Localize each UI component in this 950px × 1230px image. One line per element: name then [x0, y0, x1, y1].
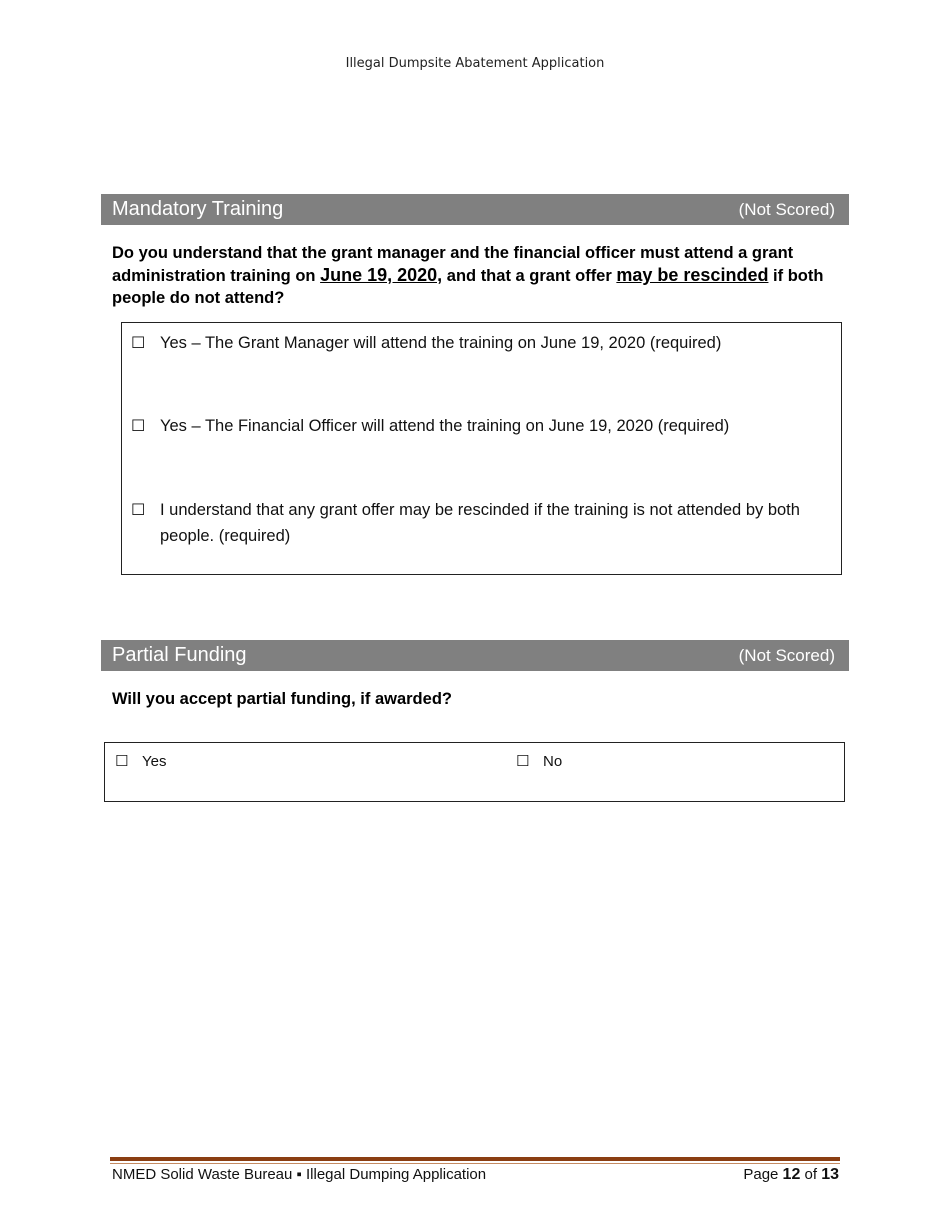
question-text: if both people do not attend?	[112, 267, 824, 307]
option-label: Yes – The Grant Manager will attend the training on June 19, 2020 (required)	[160, 334, 722, 352]
page-total: 13	[821, 1166, 839, 1183]
rescind-text: may be rescinded	[616, 265, 769, 285]
checkbox-icon[interactable]: ☐	[115, 752, 129, 770]
page-current: 12	[782, 1166, 801, 1183]
checkbox-icon[interactable]: ☐	[516, 752, 530, 770]
section-note: (Not Scored)	[738, 199, 835, 219]
option-grant-manager[interactable]	[131, 330, 831, 356]
option-label: I understand that any grant offer may be rescinded if the training is not attended by both people. (required)	[160, 501, 800, 545]
option-yes[interactable]	[115, 752, 166, 770]
training-question	[112, 242, 842, 309]
footer-left-text: NMED Solid Waste Bureau ▪ Illegal Dumping Application	[112, 1166, 487, 1183]
page-header: Illegal Dumpsite Abatement Application	[345, 56, 605, 71]
footer-rule	[110, 1157, 840, 1161]
question-text: Do you understand that the grant manager and the financial officer must attend a grant administration training on	[112, 244, 794, 285]
page-of: of	[800, 1166, 822, 1183]
section-title: Partial Funding	[112, 644, 247, 666]
funding-question: Will you accept partial funding, if awarded?	[112, 690, 452, 708]
option-financial-officer[interactable]	[131, 413, 831, 439]
checkbox-icon[interactable]: ☐	[131, 416, 146, 435]
page-footer	[112, 1166, 839, 1184]
page-prefix: Page	[743, 1166, 783, 1183]
option-rescind-acknowledge[interactable]	[131, 497, 831, 549]
checkbox-icon[interactable]: ☐	[131, 500, 146, 519]
page-number	[743, 1166, 839, 1184]
question-text: and that a grant offer	[442, 267, 617, 285]
section-title: Mandatory Training	[112, 198, 284, 220]
checkbox-icon[interactable]: ☐	[131, 333, 146, 352]
option-label: Yes – The Financial Officer will attend the training on June 19, 2020 (required)	[160, 417, 730, 435]
section-note: (Not Scored)	[738, 645, 835, 665]
option-label: No	[543, 752, 563, 770]
section-header-mandatory-training	[101, 194, 849, 225]
section-header-partial-funding	[101, 640, 849, 671]
option-no[interactable]	[516, 752, 562, 770]
funding-options-box	[104, 742, 845, 802]
training-date: June 19, 2020,	[320, 265, 443, 285]
option-label: Yes	[142, 752, 167, 770]
footer-rule-thin	[110, 1163, 840, 1164]
